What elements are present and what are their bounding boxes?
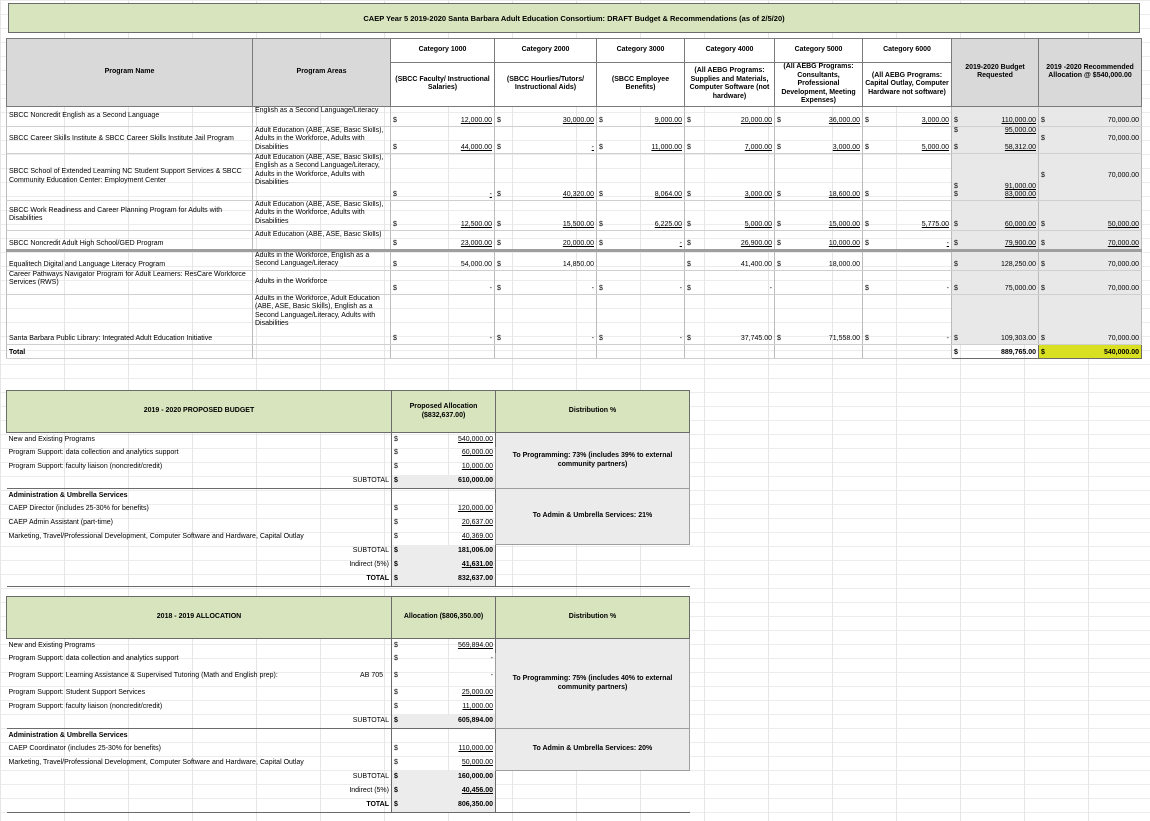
amount-cell: $ -: [685, 270, 775, 294]
amount-cell: $ 14,850.00: [495, 250, 597, 270]
prior-header-row: [7, 597, 690, 639]
table-row: [7, 200, 1142, 230]
amount-cell: $ 36,000.00: [775, 106, 863, 126]
amount-cell: $ 12,000.00: [391, 106, 495, 126]
budget-line: CAEP Admin Assistant (part-time) $ 20,637.00: [7, 517, 690, 531]
amount-cell: $ 18,600.00: [775, 153, 863, 200]
recommended-cell: $ 70,000.00: [1039, 294, 1142, 344]
amount-cell: $ 37,745.00: [685, 294, 775, 344]
amount-cell: $ 30,000.00: [495, 106, 597, 126]
program-name: SBCC Noncredit Adult High School/GED Program: [7, 230, 253, 250]
col-sub-c3000: (SBCC Employee Benefits): [597, 63, 685, 107]
budget-line: Marketing, Travel/Professional Development, Computer Software and Hardware, Capital Outlay $ 50,000.00: [7, 757, 690, 771]
col-header-c4000: Category 4000: [685, 39, 775, 63]
budget-line: Marketing, Travel/Professional Development, Computer Software and Hardware, Capital Outlay $ 40,369.00: [7, 531, 690, 545]
amount-cell: $ -: [391, 153, 495, 200]
program-areas: Adult Education (ABE, ASE, Basic Skills), Adults in the Workforce, Adults with Disabilities: [253, 200, 391, 230]
requested-cell: $ 60,000.00: [952, 200, 1039, 230]
requested-cell: $ 109,303.00: [952, 294, 1039, 344]
budget-line: CAEP Coordinator (includes 25-30% for benefits) $ 110,000.00: [7, 743, 690, 757]
amount-cell: [597, 250, 685, 270]
amount-cell: $ 9,000.00: [597, 106, 685, 126]
ab705-tag: AB 705: [360, 672, 383, 680]
col-sub-c1000: (SBCC Faculty/ Instructional Salaries): [391, 63, 495, 107]
requested-cell: $ 128,250.00: [952, 250, 1039, 270]
program-areas: Adults in the Workforce, Adult Education (ABE, ASE, Basic Skills), English as a Second Language/Literacy, Adults with Disabilities: [253, 294, 391, 344]
amount-cell: $ -: [391, 294, 495, 344]
recommended-cell: $ 70,000.00: [1039, 153, 1142, 200]
program-areas: English as a Second Language/Literacy: [253, 106, 391, 126]
amount-cell: $ 44,000.00: [391, 126, 495, 153]
amount-cell: [863, 250, 952, 270]
amount-cell: $ 6,225.00: [597, 200, 685, 230]
amount-cell: $ 10,000.00: [775, 230, 863, 250]
amount-cell: $ -: [495, 294, 597, 344]
amount-cell: $ 3,000.00: [775, 126, 863, 153]
amount-cell: $ 54,000.00: [391, 250, 495, 270]
amount-cell: $ 18,000.00: [775, 250, 863, 270]
col-header-program-areas: Program Areas: [253, 39, 391, 107]
table-row: [7, 294, 1142, 344]
budget-line: Program Support: faculty liaison (noncredit/credit) $ 11,000.00: [7, 701, 690, 715]
amount-cell: $ -: [495, 126, 597, 153]
amount-cell: $ 26,900.00: [685, 230, 775, 250]
indirect-row: Indirect (5%) $ 40,456.00: [7, 785, 690, 799]
total-requested: $ 889,765.00: [952, 344, 1039, 358]
recommended-cell: $ 70,000.00: [1039, 230, 1142, 250]
col-header-recommended: 2019 -2020 Recommended Allocation @ $540,000.00: [1039, 39, 1142, 107]
amount-cell: $ 12,500.00: [391, 200, 495, 230]
col-sub-c6000: (All AEBG Programs: Capital Outlay, Computer Hardware not software): [863, 63, 952, 107]
amount-cell: $ 20,000.00: [685, 106, 775, 126]
amount-cell: $ -: [495, 270, 597, 294]
proposed-title: 2019 - 2020 PROPOSED BUDGET: [7, 391, 392, 433]
table-row: [7, 106, 1142, 126]
col-header-c5000: Category 5000: [775, 39, 863, 63]
amount-cell: $ 8,064.00: [597, 153, 685, 200]
prior-allocation-table: [6, 596, 690, 813]
prior-title: 2018 - 2019 ALLOCATION: [7, 597, 392, 639]
program-areas: Adult Education (ABE, ASE, Basic Skills), Adults in the Workforce, Adults with Disabilities: [253, 126, 391, 153]
program-budget-table: [6, 38, 1142, 359]
total-row: TOTAL $ 806,350.00: [7, 799, 690, 813]
amount-cell: $ 3,000.00: [685, 153, 775, 200]
recommended-cell: $ 70,000.00: [1039, 270, 1142, 294]
subtotal-row: SUBTOTAL $ 160,000.00: [7, 771, 690, 785]
amount-cell: $ 71,558.00: [775, 294, 863, 344]
amount-cell: $ 15,000.00: [775, 200, 863, 230]
amount-cell: $ 11,000.00: [597, 126, 685, 153]
col-header-c6000: Category 6000: [863, 39, 952, 63]
amount-cell: $ -: [863, 270, 952, 294]
header-row-1: [7, 39, 1142, 63]
subtotal-row: SUBTOTAL $ 610,000.00: [7, 475, 690, 489]
admin-header-row: Administration & Umbrella Services To Admin & Umbrella Services: 21%: [7, 489, 690, 503]
requested-cell: $ 110,000.00: [952, 106, 1039, 126]
amount-cell: $ 5,000.00: [863, 126, 952, 153]
subtotal-row: SUBTOTAL $ 605,894.00: [7, 715, 690, 729]
proposed-alloc-header: Proposed Allocation ($832,637.00): [392, 391, 496, 433]
admin-header-row: Administration & Umbrella Services To Admin & Umbrella Services: 20%: [7, 729, 690, 743]
amount-cell: $ 15,500.00: [495, 200, 597, 230]
recommended-cell: $ 70,000.00: [1039, 126, 1142, 153]
admin-distribution: To Admin & Umbrella Services: 20%: [496, 729, 690, 771]
amount-cell: [775, 270, 863, 294]
program-areas: Adults in the Workforce, English as a Second Language/Literacy: [253, 250, 391, 270]
amount-cell: $: [863, 153, 952, 200]
proposed-header-row: [7, 391, 690, 433]
amount-cell: $ 20,000.00: [495, 230, 597, 250]
amount-cell: $ -: [863, 230, 952, 250]
requested-cell: $ 75,000.00: [952, 270, 1039, 294]
budget-line: Program Support: Student Support Services $ 25,000.00: [7, 687, 690, 701]
total-label: Total: [7, 344, 253, 358]
col-sub-c2000: (SBCC Hourlies/Tutors/ Instructional Aids): [495, 63, 597, 107]
budget-line: New and Existing Programs $ 540,000.00 To Programming: 73% (includes 39% to external community partners): [7, 433, 690, 447]
amount-cell: $ 23,000.00: [391, 230, 495, 250]
col-header-c2000: Category 2000: [495, 39, 597, 63]
col-header-requested: 2019-2020 Budget Requested: [952, 39, 1039, 107]
program-name: SBCC School of Extended Learning NC Student Support Services & SBCC Community Education Center: Employment Center: [7, 153, 253, 200]
total-row: [7, 344, 1142, 358]
budget-line: Program Support: Learning Assistance & Supervised Tutoring (Math and English prep): AB 705 $ -: [7, 667, 690, 687]
recommended-cell: $ 70,000.00: [1039, 106, 1142, 126]
proposed-budget-table: [6, 390, 690, 587]
programming-distribution: To Programming: 75% (includes 40% to external community partners): [496, 639, 690, 729]
program-areas: Adult Education (ABE, ASE, Basic Skills): [253, 230, 391, 250]
program-areas: Adults in the Workforce: [253, 270, 391, 294]
amount-cell: $ 41,400.00: [685, 250, 775, 270]
table-row: [7, 270, 1142, 294]
program-name: SBCC Work Readiness and Career Planning Program for Adults with Disabilities: [7, 200, 253, 230]
program-name: Equalitech Digital and Language Literacy Program: [7, 250, 253, 270]
recommended-cell: $ 50,000.00: [1039, 200, 1142, 230]
requested-cell: $ 91,000.00 $ 83,000.00: [952, 153, 1039, 200]
amount-cell: $ 7,000.00: [685, 126, 775, 153]
col-header-program-name: Program Name: [7, 39, 253, 107]
program-name: SBCC Noncredit English as a Second Language: [7, 106, 253, 126]
program-name: Santa Barbara Public Library: Integrated Adult Education Initiative: [7, 294, 253, 344]
table-row: [7, 153, 1142, 200]
program-name: SBCC Career Skills Institute & SBCC Career Skills Institute Jail Program: [7, 126, 253, 153]
budget-line: Program Support: faculty liaison (noncredit/credit) $ 10,000.00: [7, 461, 690, 475]
recommended-cell: $ 70,000.00: [1039, 250, 1142, 270]
budget-line: CAEP Director (includes 25-30% for benefits) $ 120,000.00: [7, 503, 690, 517]
amount-cell: $ 5,000.00: [685, 200, 775, 230]
programming-distribution: To Programming: 73% (includes 39% to external community partners): [496, 433, 690, 489]
indirect-row: Indirect (5%) $ 41,631.00: [7, 559, 690, 573]
requested-cell: $ 79,900.00: [952, 230, 1039, 250]
total-row: TOTAL $ 832,637.00: [7, 573, 690, 587]
amount-cell: $ 5,775.00: [863, 200, 952, 230]
subtotal-row: SUBTOTAL $ 181,006.00: [7, 545, 690, 559]
prior-dist-header: Distribution %: [496, 597, 690, 639]
budget-line: New and Existing Programs $ 569,894.00 To Programming: 75% (includes 40% to external community partners): [7, 639, 690, 653]
amount-cell: $ -: [391, 270, 495, 294]
amount-cell: $ -: [597, 270, 685, 294]
requested-cell: $ 95,000.00 $ 58,312.00: [952, 126, 1039, 153]
col-sub-c4000: (All AEBG Programs: Supplies and Materials, Computer Software (not hardware): [685, 63, 775, 107]
program-name: Career Pathways Navigator Program for Adult Learners: ResCare Workforce Services (RWS): [7, 270, 253, 294]
table-row: [7, 126, 1142, 153]
table-row: [7, 250, 1142, 270]
amount-cell: $ -: [597, 294, 685, 344]
admin-distribution: To Admin & Umbrella Services: 21%: [496, 489, 690, 545]
amount-cell: $ -: [863, 294, 952, 344]
amount-cell: $ -: [597, 230, 685, 250]
budget-line: Program Support: data collection and analytics support $ 60,000.00: [7, 447, 690, 461]
col-sub-c5000: (All AEBG Programs: Consultants, Professional Development, Meeting Expenses): [775, 63, 863, 107]
col-header-c1000: Category 1000: [391, 39, 495, 63]
col-header-c3000: Category 3000: [597, 39, 685, 63]
amount-cell: $ 3,000.00: [863, 106, 952, 126]
sheet-title: CAEP Year 5 2019-2020 Santa Barbara Adult Education Consortium: DRAFT Budget & Recommendations (as of 2/5/20): [8, 3, 1140, 33]
budget-line: Program Support: data collection and analytics support $ -: [7, 653, 690, 667]
proposed-dist-header: Distribution %: [496, 391, 690, 433]
prior-alloc-header: Allocation ($806,350.00): [392, 597, 496, 639]
program-areas: Adult Education (ABE, ASE, Basic Skills), English as a Second Language/Literacy, Adults in the Workforce, Adults with Disabilities: [253, 153, 391, 200]
table-row: [7, 230, 1142, 250]
amount-cell: $ 40,320.00: [495, 153, 597, 200]
total-recommended: $ 540,000.00: [1039, 344, 1142, 358]
